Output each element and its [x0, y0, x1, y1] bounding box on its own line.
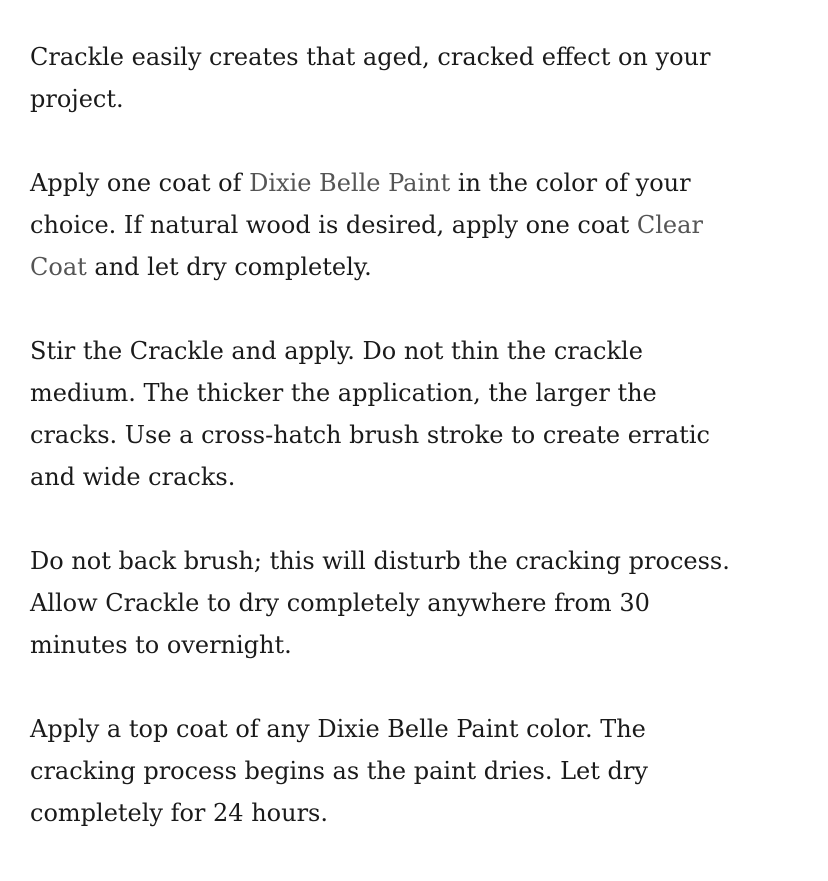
text-line — [30, 36, 828, 78]
text-line — [30, 624, 828, 666]
text-line — [30, 708, 828, 750]
text-segment: Apply one coat of — [30, 169, 250, 197]
text-line — [30, 750, 828, 792]
text-segment: Apply a top coat of any Dixie Belle Paint color. The — [30, 715, 646, 743]
text-line — [30, 540, 828, 582]
text-segment: Crackle easily creates that aged, cracked effect on your — [30, 43, 711, 71]
text-line — [30, 162, 828, 204]
paragraph — [30, 708, 828, 834]
text-line — [30, 792, 828, 834]
text-line — [30, 582, 828, 624]
paragraph — [30, 330, 828, 498]
text-segment: project. — [30, 85, 124, 113]
text-segment: and let dry completely. — [86, 253, 372, 281]
text-line — [30, 204, 828, 246]
text-segment: cracks. Use a cross-hatch brush stroke to create erratic — [30, 421, 710, 449]
text-line — [30, 372, 828, 414]
product-link[interactable]: Dixie Belle Paint — [249, 169, 451, 197]
text-line — [30, 330, 828, 372]
paragraph — [30, 162, 828, 288]
text-segment: Do not back brush; this will disturb the cracking process. — [30, 547, 730, 575]
product-link[interactable]: Clear — [636, 211, 703, 239]
text-segment: and wide cracks. — [30, 463, 236, 491]
product-link[interactable]: Coat — [30, 253, 87, 281]
paragraph — [30, 36, 828, 120]
text-segment: cracking process begins as the paint dries. Let dry — [30, 757, 648, 785]
text-segment: medium. The thicker the application, the larger the — [30, 379, 657, 407]
text-segment: in the color of your — [450, 169, 691, 197]
text-line — [30, 246, 828, 288]
text-line — [30, 414, 828, 456]
text-line — [30, 78, 828, 120]
text-segment: Allow Crackle to dry completely anywhere from 30 — [30, 589, 650, 617]
text-segment: choice. If natural wood is desired, apply one coat — [30, 211, 637, 239]
text-segment: completely for 24 hours. — [30, 799, 328, 827]
text-line — [30, 456, 828, 498]
text-segment: Stir the Crackle and apply. Do not thin the crackle — [30, 337, 643, 365]
paragraph — [30, 540, 828, 666]
text-segment: minutes to overnight. — [30, 631, 292, 659]
